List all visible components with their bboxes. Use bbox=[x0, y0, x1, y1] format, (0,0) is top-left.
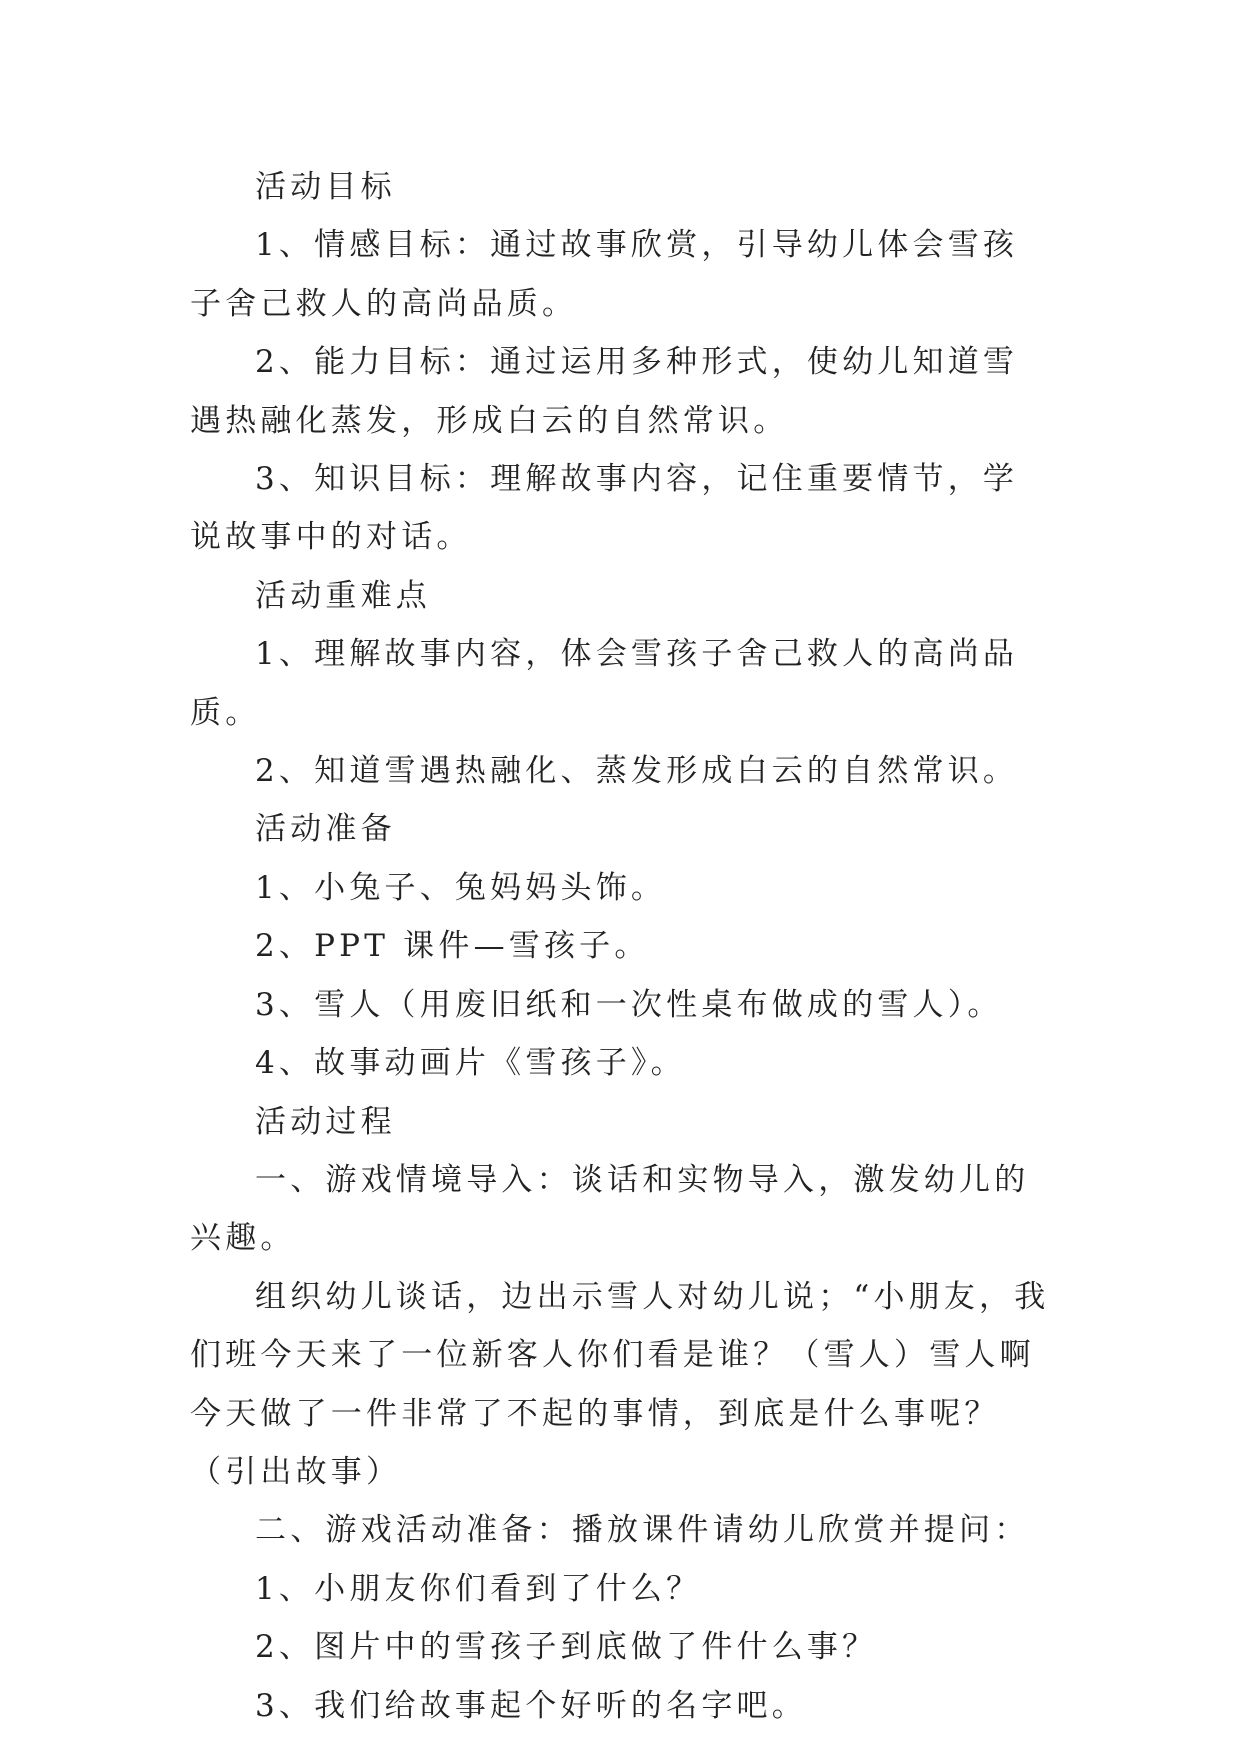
section-heading-process: 活动过程 bbox=[255, 1103, 396, 1140]
paragraph: 组织幼儿谈话，边出示雪人对幼儿说；“小朋友，我们班今天来了一位新客人你们看是谁？（雪人）雪人啊今天做了一件非常了不起的事情，到底是什么事呢？（引出故事） bbox=[190, 1278, 1050, 1490]
paragraph: 一、游戏情境导入：谈话和实物导入，激发幼儿的兴趣。 bbox=[190, 1161, 1030, 1257]
paragraph: 4、故事动画片《雪孩子》。 bbox=[255, 1045, 686, 1082]
paragraph: 3、知识目标：理解故事内容，记住重要情节，学说故事中的对话。 bbox=[190, 461, 1019, 556]
paragraph: 1、情感目标：通过故事欣赏，引导幼儿体会雪孩子舍己救人的高尚品质。 bbox=[190, 227, 1019, 322]
paragraph: 3、我们给故事起个好听的名字吧。 bbox=[255, 1687, 807, 1724]
section-heading-key-points: 活动重难点 bbox=[255, 577, 431, 614]
paragraph: 1、小朋友你们看到了什么？ bbox=[255, 1570, 702, 1607]
paragraph: 1、小兔子、兔妈妈头饰。 bbox=[255, 869, 667, 906]
paragraph: 二、游戏活动准备：播放课件请幼儿欣赏并提问： bbox=[255, 1512, 1030, 1549]
paragraph: 2、PPT 课件—雪孩子。 bbox=[255, 928, 650, 965]
paragraph: 3、雪人（用废旧纸和一次性桌布做成的雪人）。 bbox=[255, 986, 1003, 1023]
paragraph: 1、理解故事内容，体会雪孩子舍己救人的高尚品质。 bbox=[190, 636, 1019, 731]
section-heading-goals: 活动目标 bbox=[255, 169, 396, 205]
document-body bbox=[190, 158, 1050, 1735]
section-heading-preparation: 活动准备 bbox=[255, 811, 396, 848]
paragraph: 2、能力目标：通过运用多种形式，使幼儿知道雪遇热融化蒸发，形成白云的自然常识。 bbox=[190, 344, 1019, 439]
paragraph: 2、知道雪遇热融化、蒸发形成白云的自然常识。 bbox=[255, 753, 1019, 790]
paragraph: 2、图片中的雪孩子到底做了件什么事？ bbox=[255, 1629, 878, 1666]
